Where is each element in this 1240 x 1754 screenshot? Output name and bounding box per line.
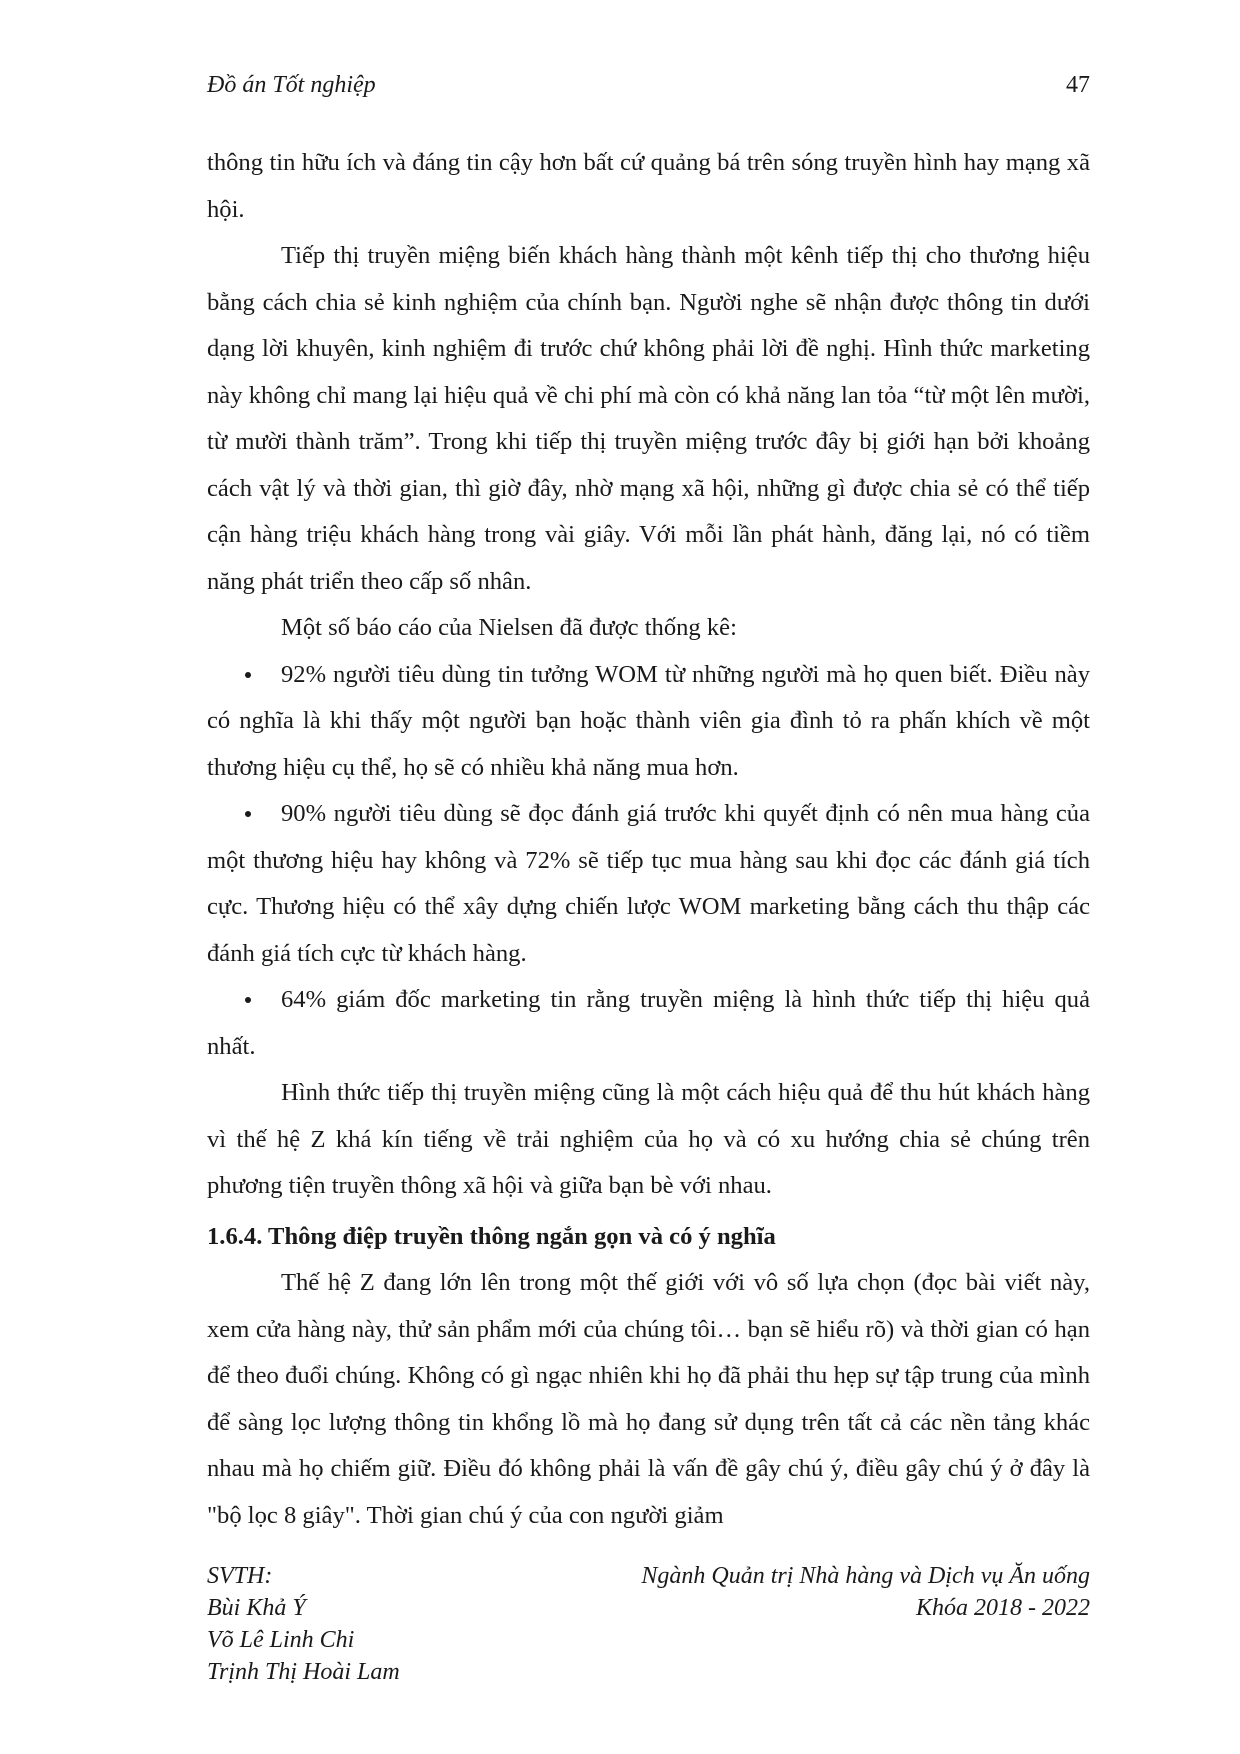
author-name: Bùi Khả Ý — [207, 1595, 306, 1621]
bullet-item — [207, 791, 1090, 977]
footer-program — [641, 1560, 1090, 1624]
author-name: Võ Lê Linh Chi — [207, 1627, 355, 1653]
page-header — [207, 72, 1090, 112]
footer-major: Ngành Quản trị Nhà hàng và Dịch vụ Ăn uống — [641, 1563, 1090, 1589]
bullet-item — [207, 652, 1090, 792]
body-text — [207, 140, 1090, 1539]
bullet-icon — [245, 811, 251, 817]
bullet-text: 90% người tiêu dùng sẽ đọc đánh giá trước khi quyết định có nên mua hàng của một thương hiệu hay không và 72% sẽ tiếp tục mua hàng sau khi đọc các đánh giá tích cực. Thương hiệu có thể xây dựng chiến lược WOM marketing bằng cách thu thập các đánh giá tích cực từ khách hàng. — [207, 800, 1090, 967]
bullet-item — [207, 977, 1090, 1070]
bullet-icon — [245, 672, 251, 678]
bullet-text: 64% giám đốc marketing tin rằng truyền miệng là hình thức tiếp thị hiệu quả nhất. — [207, 986, 1090, 1060]
paragraph: Tiếp thị truyền miệng biến khách hàng thành một kênh tiếp thị cho thương hiệu bằng cách chia sẻ kinh nghiệm của chính bạn. Người nghe sẽ nhận được thông tin dưới dạng lời khuyên, kinh nghiệm đi trước chứ không phải lời đề nghị. Hình thức marketing này không chỉ mang lại hiệu quả về chi phí mà còn có khả năng lan tỏa “từ một lên mười, từ mười thành trăm”. Trong khi tiếp thị truyền miệng trước đây bị giới hạn bởi khoảng cách vật lý và thời gian, thì giờ đây, nhờ mạng xã hội, những gì được chia sẻ có thể tiếp cận hàng triệu khách hàng trong vài giây. Với mỗi lần phát hành, đăng lại, nó có tiềm năng phát triển theo cấp số nhân. — [207, 242, 1090, 595]
bullet-icon — [245, 997, 251, 1003]
page-number: 47 — [1066, 72, 1090, 98]
document-title: Đồ án Tốt nghiệp — [207, 72, 376, 98]
author-name: Trịnh Thị Hoài Lam — [207, 1659, 400, 1685]
section-heading: 1.6.4. Thông điệp truyền thông ngắn gọn và có ý nghĩa — [207, 1222, 776, 1250]
paragraph: Một số báo cáo của Nielsen đã được thống kê: — [281, 614, 737, 641]
paragraph: thông tin hữu ích và đáng tin cậy hơn bất cứ quảng bá trên sóng truyền hình hay mạng xã hội. — [207, 149, 1090, 223]
bullet-text: 92% người tiêu dùng tin tưởng WOM từ những người mà họ quen biết. Điều này có nghĩa là khi thấy một người bạn hoặc thành viên gia đình tỏ ra phấn khích về một thương hiệu cụ thể, họ sẽ có nhiều khả năng mua hơn. — [207, 660, 1090, 781]
paragraph: Thế hệ Z đang lớn lên trong một thế giới với vô số lựa chọn (đọc bài viết này, xem cửa hàng này, thử sản phẩm mới của chúng tôi… bạn sẽ hiểu rõ) và thời gian có hạn để theo đuổi chúng. Không có gì ngạc nhiên khi họ đã phải thu hẹp sự tập trung của mình để sàng lọc lượng thông tin khổng lồ mà họ đang sử dụng trên tất cả các nền tảng khác nhau mà họ chiếm giữ. Điều đó không phải là vấn đề gây chú ý, điều gây chú ý ở đây là "bộ lọc 8 giây". Thời gian chú ý của con người giảm — [207, 1269, 1090, 1529]
footer-course: Khóa 2018 - 2022 — [916, 1595, 1090, 1621]
footer-label: SVTH: — [207, 1563, 273, 1589]
paragraph: Hình thức tiếp thị truyền miệng cũng là một cách hiệu quả để thu hút khách hàng vì thế hệ Z khá kín tiếng về trải nghiệm của họ và có xu hướng chia sẻ chúng trên phương tiện truyền thông xã hội và giữa bạn bè với nhau. — [207, 1079, 1090, 1199]
footer-authors — [207, 1560, 400, 1688]
